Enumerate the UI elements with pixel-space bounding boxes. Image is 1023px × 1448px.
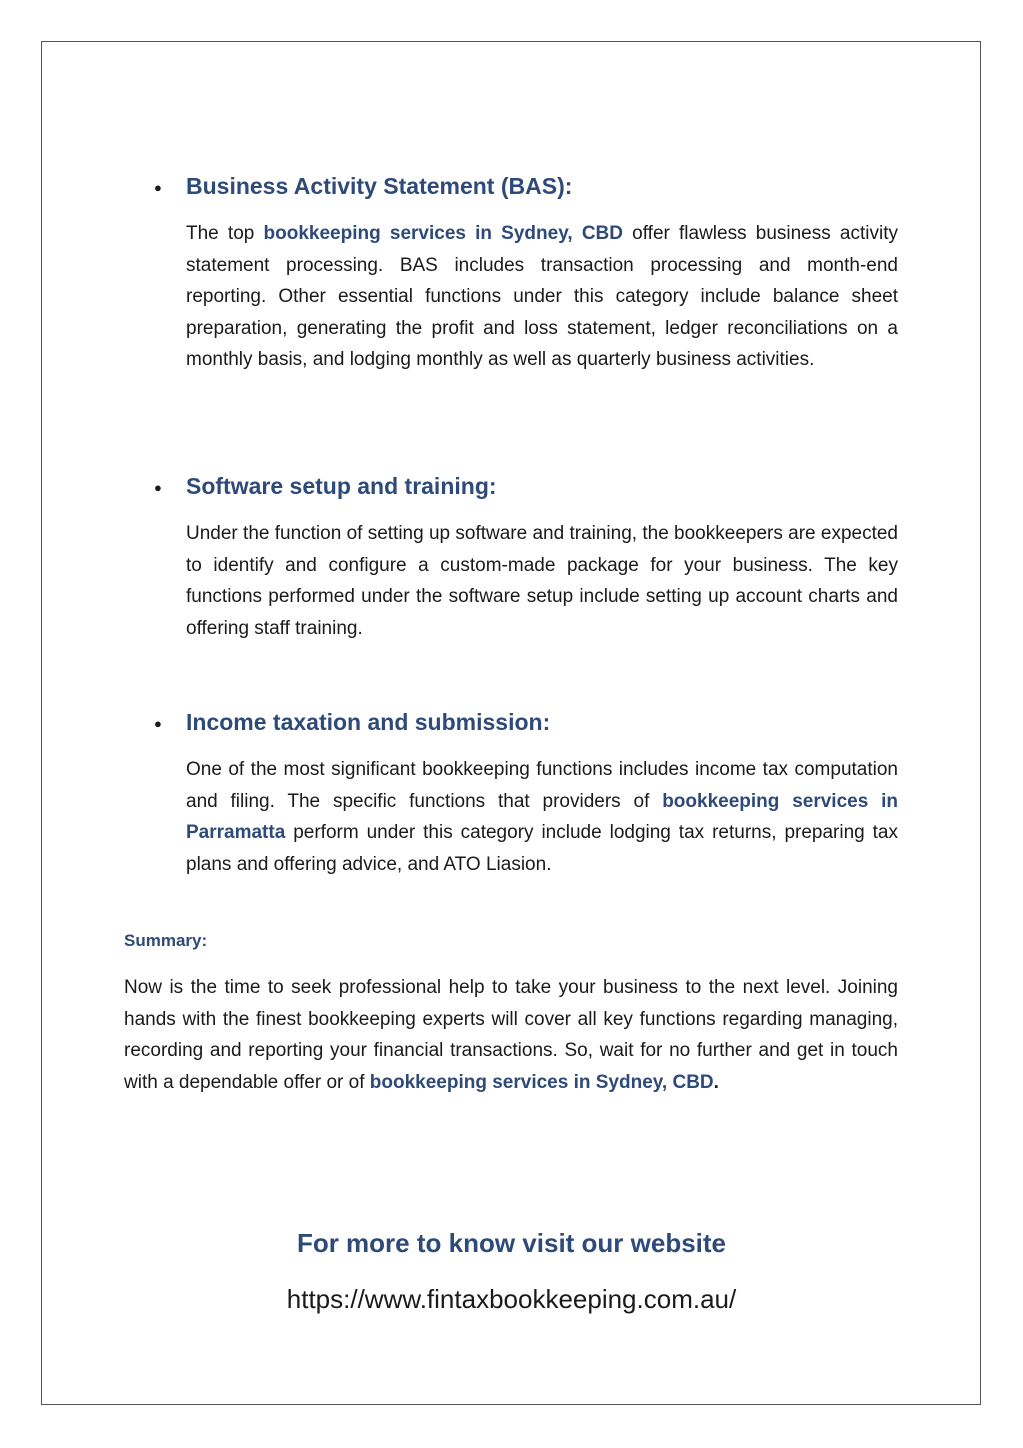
paragraph-text: offer flawless business activity statement processing. BAS includes transaction processing and month-end reporting. Other essential functions under this category include balance sheet preparation, generating the profit and loss statement, ledger reconciliations on a monthly basis, and lodging monthly as well as quarterly business activities. [186,223,898,371]
section-paragraph-income-tax [186,754,898,880]
paragraph-text: Now is the time to seek professional help to take your business to the next level. Joining hands with the finest bookkeeping experts will cover all key functions regarding managing, recording and reporting your financial transactions. So, wait for no further and get in touch with a dependable offer or of [124,977,898,1093]
footer-call-to-action: For more to know visit our website [296,1228,727,1258]
section-paragraph-bas [186,218,898,376]
summary-heading: Summary: [124,931,208,950]
paragraph-end-punctuation: . [713,1071,719,1093]
section-heading-bas: Business Activity Statement (BAS): [186,173,573,199]
bullet-icon: ● [154,180,162,195]
section-heading-software: Software setup and training: [186,473,497,499]
bullet-icon: ● [154,716,162,731]
paragraph-text: The top [186,223,264,244]
website-url-link[interactable]: https://www.fintaxbookkeeping.com.au/ [286,1284,737,1314]
section-heading-income-tax: Income taxation and submission: [186,709,551,735]
section-paragraph-software: Under the function of setting up software and training, the bookkeepers are expected to identify and configure a custom-made package for your business. The key functions performed under the software setup include setting up account charts and offering staff training. [186,523,898,639]
bullet-icon: ● [154,480,162,495]
link-bookkeeping-sydney-summary[interactable]: bookkeeping services in Sydney, CBD [369,1071,714,1093]
paragraph-text: One of the most significant bookkeeping functions includes income tax computation and filing. The specific functions that providers of [186,759,898,812]
paragraph-text: perform under this category include lodging tax returns, preparing tax plans and offering advice, and ATO Liasion. [186,822,898,875]
summary-paragraph [124,972,898,1098]
link-bookkeeping-parramatta[interactable]: bookkeeping services in Parramatta [186,790,899,844]
link-bookkeeping-sydney[interactable]: bookkeeping services in Sydney, CBD [263,223,623,244]
